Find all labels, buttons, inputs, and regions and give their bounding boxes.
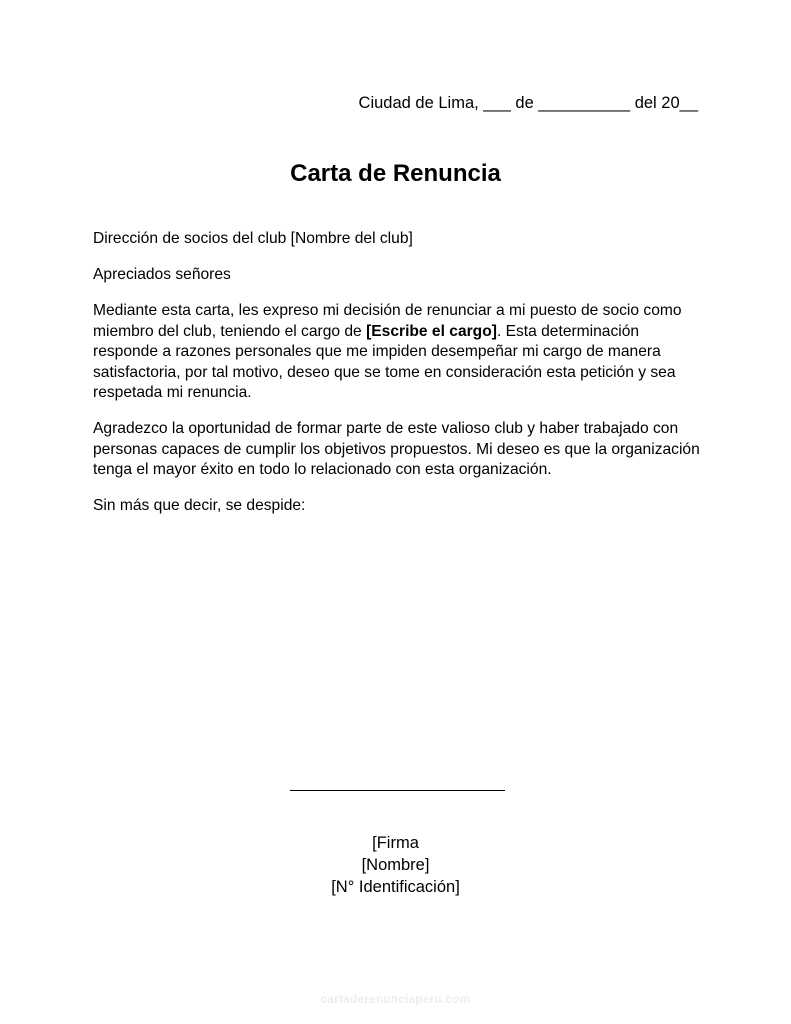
paragraph-resignation-end: . Esta determinación responde a razones personales que me impiden desempeñar mi cargo de manera satisfactoria, por tal motivo, deseo que se tome en consideración esta petición y sea respetada mi renuncia. [93,322,676,401]
paragraph-resignation-start: Mediante esta carta, les expreso mi decisión de renunciar a mi puesto de socio como miembro del club, teniendo el cargo de [93,302,682,340]
signature-identificacion: [N° Identificación] [331,878,460,896]
paragraph-resignation [93,301,703,404]
signature-nombre: [Nombre] [361,856,430,874]
closing-line: Sin más que decir, se despide: [93,497,306,514]
watermark: cartaderenunciaperu.com [320,994,471,1006]
letter-title: Carta de Renuncia [290,160,501,187]
signature-firma: [Firma [372,834,419,852]
letter-body [93,229,703,532]
signature-line [290,790,505,791]
signature-block [0,832,791,898]
cargo-placeholder: [Escribe el cargo] [366,322,497,340]
paragraph-gratitude: Agradezco la oportunidad de formar parte de este valioso club y haber trabajado con personas capaces de cumplir los objetivos propuestos. Mi deseo es que la organización tenga el mayor éxito en todo lo relacionado con esta organización. [93,420,700,478]
greeting-line: Apreciados señores [93,266,231,283]
date-line: Ciudad de Lima, ___ de __________ del 20__ [358,94,698,112]
recipient-line: Dirección de socios del club [Nombre del club] [93,230,413,247]
